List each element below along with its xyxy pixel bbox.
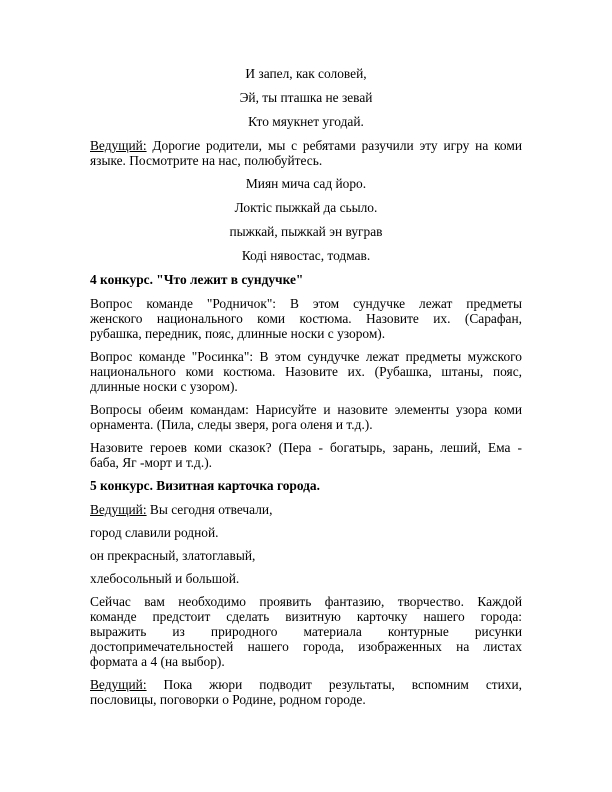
paragraph-line: национального коми костюма. Назовите их. (Рубашка, штаны, пояс, <box>90 364 522 379</box>
speaker-label: Ведущий: <box>90 502 147 517</box>
paragraph-line <box>90 138 522 153</box>
question-paragraph <box>90 440 522 470</box>
poem-line: Кто мяукнет угодай. <box>248 114 364 129</box>
paragraph-line: выражить из природного материала контурные рисунки <box>90 624 522 639</box>
closing-paragraph <box>90 677 522 707</box>
paragraph-line: женского национального коми костюма. Назовите их. (Сарафан, <box>90 311 522 326</box>
poem-line: Миян мича сад йоро. <box>245 176 367 191</box>
verse-line <box>90 502 522 517</box>
paragraph-line <box>90 677 522 692</box>
paragraph-parents <box>90 138 522 168</box>
task-paragraph <box>90 594 522 669</box>
question-paragraph <box>90 349 522 394</box>
paragraph-line: формата а 4 (на выбор). <box>90 654 225 669</box>
poem-line: Кодi нявостас, тодмав. <box>241 248 371 263</box>
speaker-label: Ведущий: <box>90 138 147 153</box>
paragraph-line: команде предстоит сделать визитную карточку нашего города: <box>90 609 522 624</box>
speaker-label: Ведущий: <box>90 677 147 692</box>
poem-line: Локтiс пыжкай да сьыло. <box>234 200 378 215</box>
section-heading: 4 конкурс. "Что лежит в сундучке" <box>90 272 304 287</box>
paragraph-line: баба, Яг -морт и т.д.). <box>90 455 212 470</box>
paragraph-line: Назовите героев коми сказок? (Пера - богатырь, зарань, леший, Ема - <box>90 440 522 455</box>
paragraph-line: Вопросы обеим командам: Нарисуйте и назовите элементы узора коми <box>90 402 522 417</box>
paragraph-line: длинные носки с узором). <box>90 379 238 394</box>
paragraph-text: Дорогие родители, мы с ребятами разучили эту игру на коми <box>146 138 522 153</box>
paragraph-line: пословицы, поговорки о Родине, родном городе. <box>90 692 366 707</box>
paragraph-line: достопримечательностей нашего города, изображенных на листах <box>90 639 522 654</box>
poem-line: пыжкай, пыжкай эн вуграв <box>229 224 383 239</box>
question-paragraph <box>90 402 522 432</box>
paragraph-text: Пока жюри подводит результаты, вспомним стихи, <box>146 677 522 692</box>
verse-line: город славили родной. <box>90 525 219 540</box>
paragraph-line: Вопрос команде "Росинка": В этом сундучке лежат предметы мужского <box>90 349 522 364</box>
paragraph-line: Вопрос команде "Родничок": В этом сундучке лежат предметы <box>90 296 522 311</box>
verse-text: Вы сегодня отвечали, <box>146 502 273 517</box>
verse-line: хлебосольный и большой. <box>90 571 240 586</box>
paragraph-line: языке. Посмотрите на нас, полюбуйтесь. <box>90 153 323 168</box>
paragraph-line: орнамента. (Пила, следы зверя, рога оленя и т.д.). <box>90 417 373 432</box>
poem-line: И запел, как соловей, <box>245 66 367 81</box>
question-paragraph <box>90 296 522 341</box>
paragraph-line: рубашка, передник, пояс, длинные носки с узором). <box>90 326 386 341</box>
paragraph-line: Сейчас вам необходимо проявить фантазию, творчество. Каждой <box>90 594 522 609</box>
section-heading: 5 конкурс. Визитная карточка города. <box>90 478 320 493</box>
verse-line: он прекрасный, златоглавый, <box>90 548 256 563</box>
document-content <box>90 66 522 715</box>
poem-line: Эй, ты пташка не зевай <box>239 90 373 105</box>
